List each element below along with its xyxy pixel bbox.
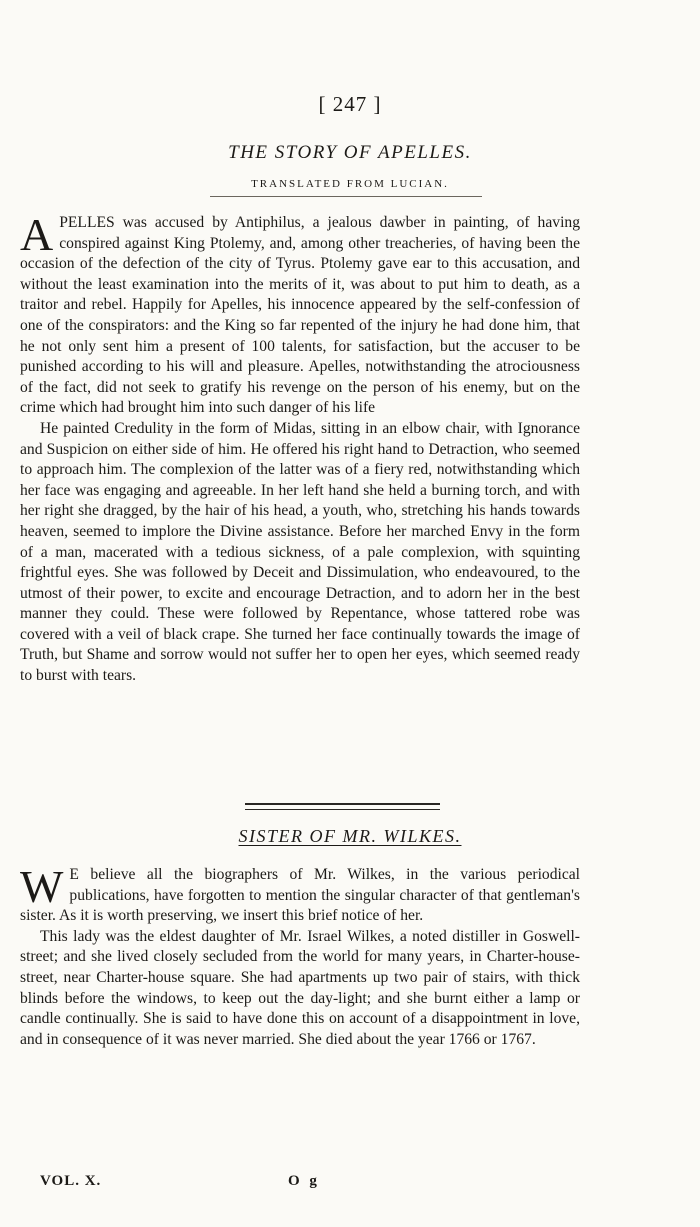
paragraph-text: PELLES was accused by Antiphilus, a jealous dawber in painting, of having conspired against King Ptolemy, and, among other treacheries, of having been the occasion of the defection of the city of Tyrus. Ptolemy gave ear to this accusation, and without the least examination into the merits of it, was about to put him to death, as a traitor and rebel. Happily for Apelles, his innocence appeared by the self-confession of one of the conspirators: and the King so far repented of the injury he had done him, that he not only sent him a present of 100 talents, for satisfaction, but the accuser to be punished according to his will and pleasure. Apelles, notwithstanding the atrociousness of the fact, did not seek to gratify his revenge on the person of his enemy, but on the crime which had brought him into such danger of his life — [20, 214, 580, 417]
title-divider — [210, 196, 482, 197]
article-subtitle: TRANSLATED FROM LUCIAN. — [251, 178, 449, 190]
paragraph: This lady was the eldest daughter of Mr. Israel Wilkes, a noted distiller in Goswell-street; and she lived closely secluded from the world for many years, in Charter-house-street, near Charter-house square. She had apartments up two pair of stairs, with thick blinds before the windows, to keep out the day-light; and she burnt either a lamp or candle continually. She is said to have done this on account of a disappointment in love, and in consequence of it was never married. She died about the year 1766 or 1767. — [20, 927, 580, 1048]
article-body-wilkes — [20, 861, 580, 1050]
paragraph: He painted Credulity in the form of Midas, sitting in an elbow chair, with Ignorance and Suspicion on either side of him. He offered his right hand to Detraction, who seemed to approach him. The complexion of the latter was of a fiery red, notwithstanding which her face was engaging and agreeable. In her left hand she held a burning torch, and with her right she dragged, by the hair of his head, a youth, who, stretching his hands towards heaven, seemed to implore the Divine assistance. Before her marched Envy in the form of a man, macerated with a tedious sickness, of a pale complexion, with squinting frightful eyes. She was followed by Deceit and Dissimulation, who endeavoured, to the utmost of their power, to excite and encourage Detraction, and to adorn her in the best manner they could. These were followed by Repentance, whose tattered robe was covered with a veil of black crape. She turned her face continually towards the image of Truth, but Shame and sorrow would not suffer her to open her eyes, which seemed ready to burst with tears. — [20, 419, 580, 685]
drop-cap: A — [20, 209, 54, 260]
paragraph — [20, 209, 580, 419]
article-title-wilkes: SISTER OF MR. WILKES. — [238, 826, 462, 846]
article-body-apelles — [20, 209, 580, 687]
paragraph — [20, 861, 580, 927]
drop-cap: W — [20, 861, 64, 912]
paragraph-text: E believe all the biographers of Mr. Wilkes, in the various periodical publications, have forgotten to mention the singular character of that gentleman's sister. As it is worth preserving, we insert this brief notice of her. — [20, 866, 580, 925]
page-number: [ 247 ] — [318, 92, 382, 116]
article-title-apelles: THE STORY OF APELLES. — [228, 142, 472, 163]
section-divider — [245, 803, 440, 810]
signature-mark: O g — [288, 1173, 320, 1189]
volume-marker: VOL. X. — [40, 1173, 102, 1189]
